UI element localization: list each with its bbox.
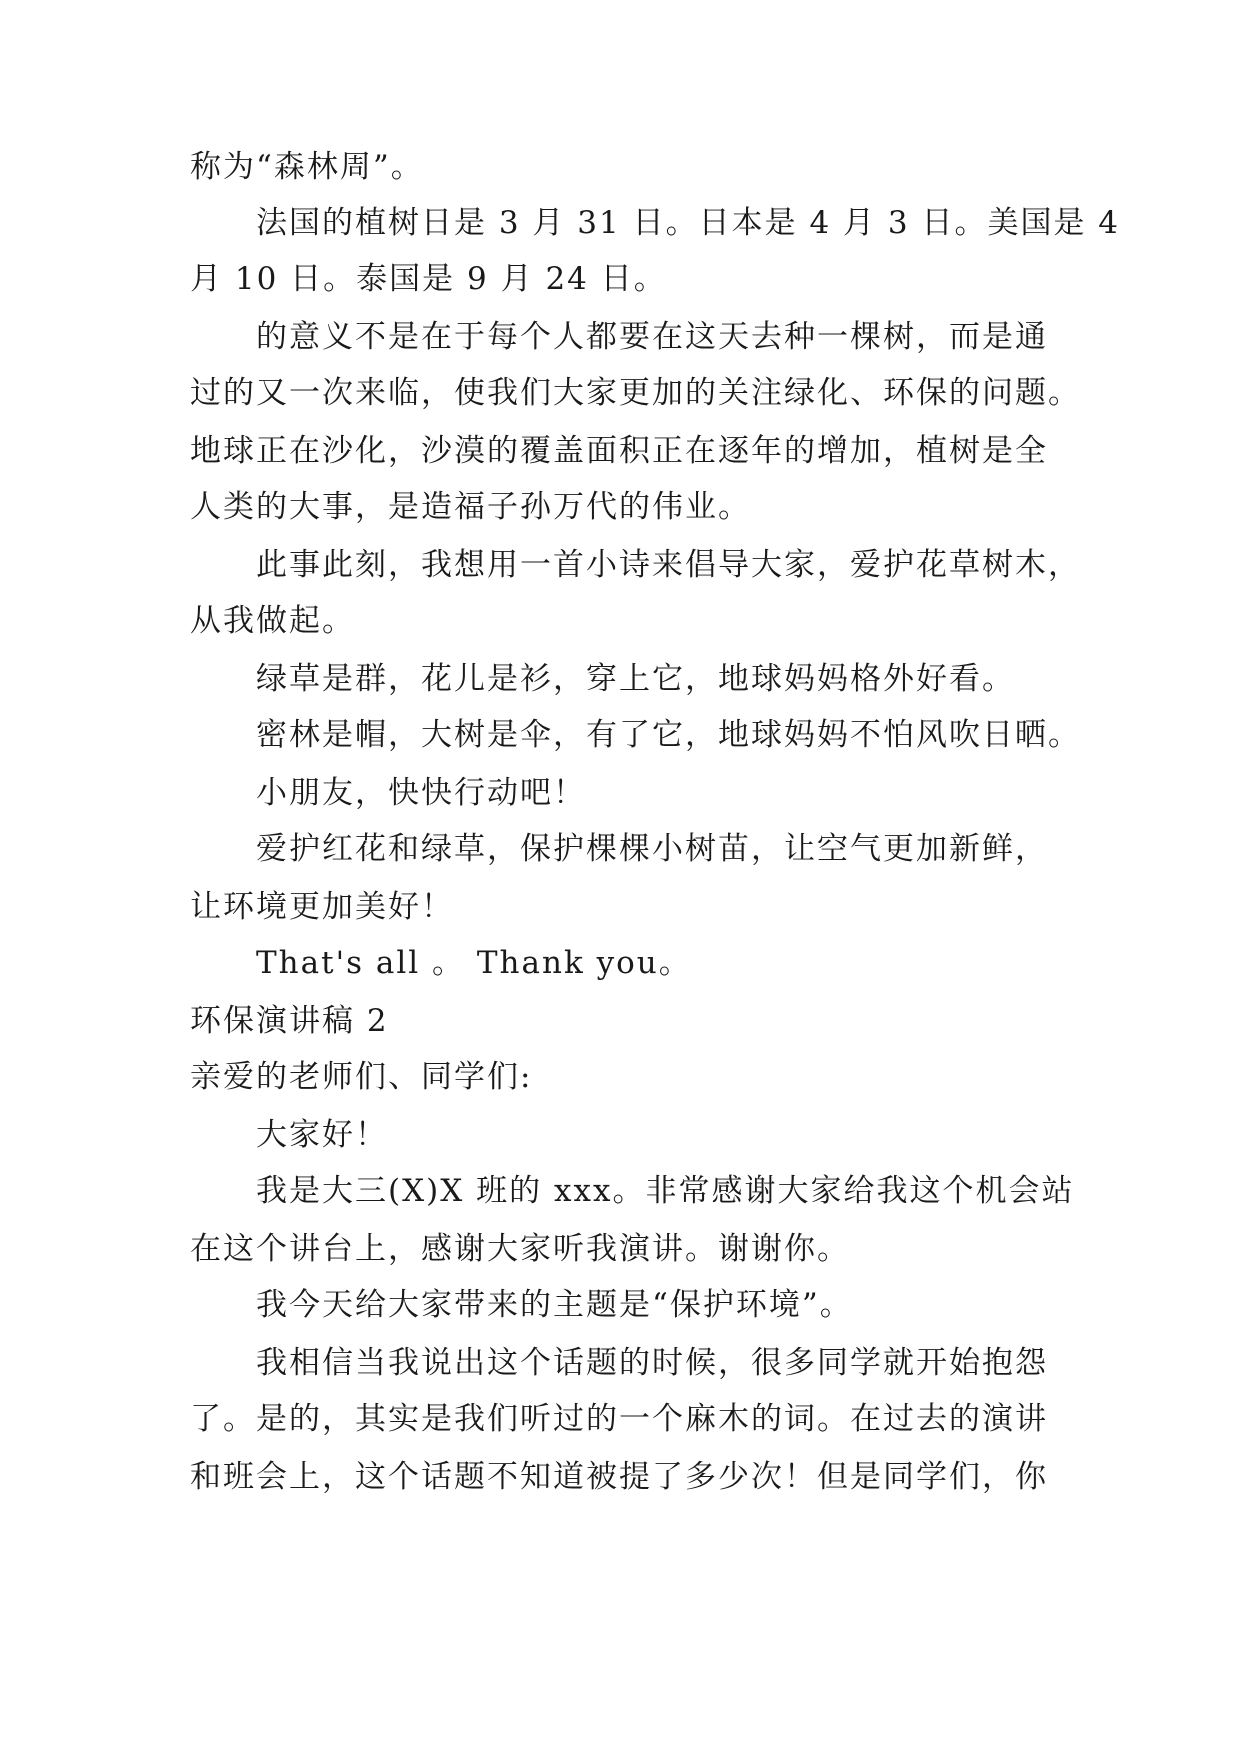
text-line: 的意义不是在于每个人都要在这天去种一棵树，而是通 — [256, 319, 1048, 355]
text-line: 月 10 日。泰国是 9 月 24 日。 — [190, 261, 667, 297]
text-line: 在这个讲台上，感谢大家听我演讲。谢谢你。 — [190, 1231, 850, 1267]
text-line: 爱护红花和绿草，保护棵棵小树苗，让空气更加新鲜， — [256, 831, 1048, 867]
section-heading: 环保演讲稿 2 — [190, 1003, 389, 1039]
text-line: 过的又一次来临，使我们大家更加的关注绿化、环保的问题。 — [190, 375, 1081, 411]
text-line: 法国的植树日是 3 月 31 日。日本是 4 月 3 日。美国是 4 — [256, 205, 1121, 241]
text-line: 我今天给大家带来的主题是“保护环境”。 — [256, 1287, 853, 1323]
text-line: 大家好！ — [256, 1117, 388, 1153]
text-line: 从我做起。 — [190, 603, 355, 639]
text-line: 地球正在沙化，沙漠的覆盖面积正在逐年的增加，植树是全 — [190, 433, 1048, 469]
salutation: 亲爱的老师们、同学们: — [190, 1059, 533, 1095]
text-line: 我相信当我说出这个话题的时候，很多同学就开始抱怨 — [256, 1345, 1048, 1381]
text-line: 此事此刻，我想用一首小诗来倡导大家，爱护花草树木， — [256, 547, 1081, 583]
text-line: 称为“森林周”。 — [190, 149, 424, 185]
text-line: That's all 。 Thank you。 — [256, 945, 692, 981]
text-line: 了。是的，其实是我们听过的一个麻木的词。在过去的演讲 — [190, 1401, 1048, 1437]
text-line: 我是大三(X)X 班的 xxx。非常感谢大家给我这个机会站 — [256, 1173, 1075, 1209]
text-line: 小朋友，快快行动吧！ — [256, 775, 586, 811]
text-line: 密林是帽，大树是伞，有了它，地球妈妈不怕风吹日晒。 — [256, 717, 1081, 753]
text-line: 让环境更加美好！ — [190, 889, 454, 925]
text-line: 人类的大事，是造福子孙万代的伟业。 — [190, 489, 751, 525]
text-line: 和班会上，这个话题不知道被提了多少次！但是同学们，你 — [190, 1459, 1048, 1495]
text-line: 绿草是群，花儿是衫，穿上它，地球妈妈格外好看。 — [256, 661, 1015, 697]
